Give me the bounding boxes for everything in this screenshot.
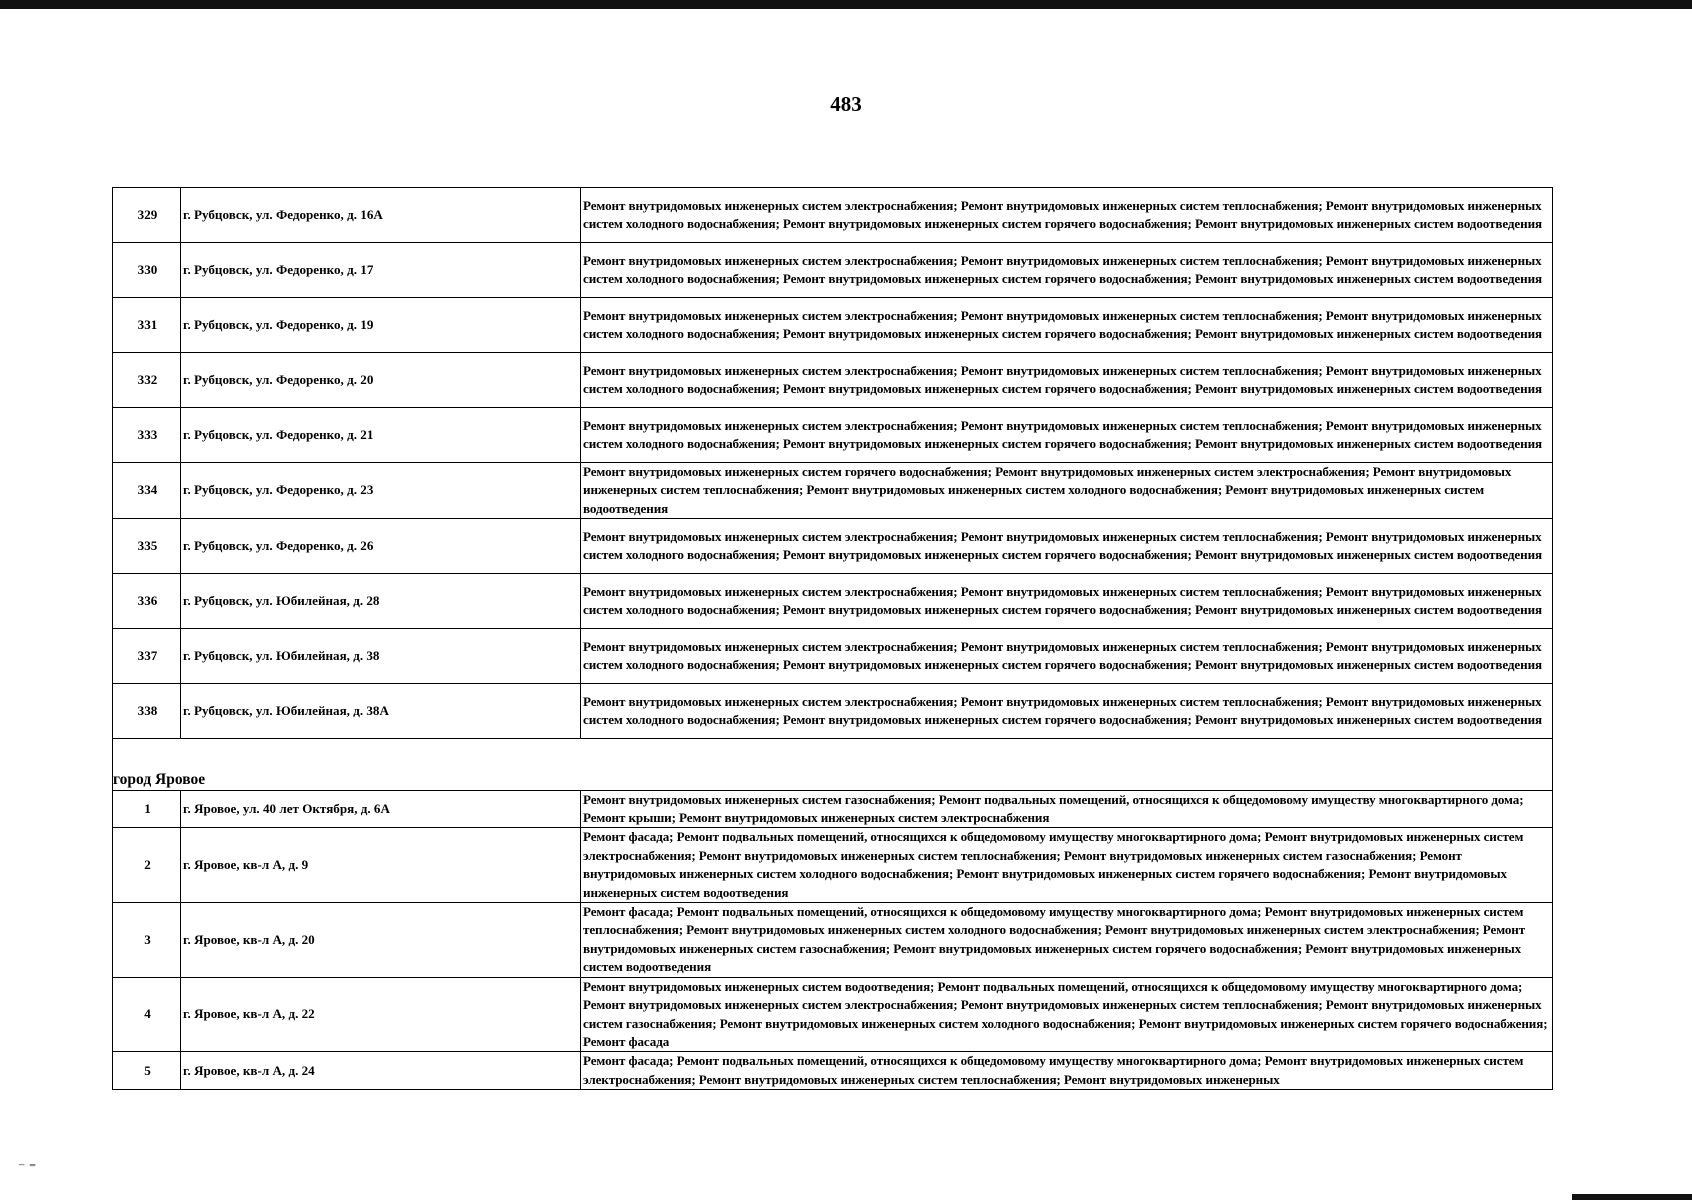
table-row xyxy=(113,574,1553,629)
table-row xyxy=(113,408,1553,463)
scan-top-border xyxy=(0,0,1692,9)
row-address: г. Яровое, кв-л А, д. 22 xyxy=(181,977,581,1052)
table-row xyxy=(113,519,1553,574)
row-work-list: Ремонт внутридомовых инженерных систем электроснабжения; Ремонт внутридомовых инженерных систем теплоснабжения; Ремонт внутридомовых инженерных систем холодного водоснабжения; Ремонт внутридомовых инженерных систем горячего водоснабжения; Ремонт внутридомовых инженерных систем водоотведения xyxy=(581,574,1553,629)
row-number: 4 xyxy=(113,977,181,1052)
scan-artifact-marks: ⁻ ⁼ xyxy=(18,1161,37,1176)
table-row xyxy=(113,1052,1553,1090)
table-row xyxy=(113,790,1553,828)
row-number: 337 xyxy=(113,629,181,684)
row-address: г. Рубцовск, ул. Федоренко, д. 19 xyxy=(181,298,581,353)
section-spacer xyxy=(113,739,1553,772)
row-number: 331 xyxy=(113,298,181,353)
row-work-list: Ремонт внутридомовых инженерных систем электроснабжения; Ремонт внутридомовых инженерных систем теплоснабжения; Ремонт внутридомовых инженерных систем холодного водоснабжения; Ремонт внутридомовых инженерных систем горячего водоснабжения; Ремонт внутридомовых инженерных систем водоотведения xyxy=(581,188,1553,243)
table-row xyxy=(113,629,1553,684)
scan-bottom-border xyxy=(1572,1194,1692,1200)
row-work-list: Ремонт внутридомовых инженерных систем электроснабжения; Ремонт внутридомовых инженерных систем теплоснабжения; Ремонт внутридомовых инженерных систем холодного водоснабжения; Ремонт внутридомовых инженерных систем горячего водоснабжения; Ремонт внутридомовых инженерных систем водоотведения xyxy=(581,629,1553,684)
row-address: г. Яровое, кв-л А, д. 20 xyxy=(181,903,581,978)
table-row xyxy=(113,298,1553,353)
row-work-list: Ремонт внутридомовых инженерных систем электроснабжения; Ремонт внутридомовых инженерных систем теплоснабжения; Ремонт внутридомовых инженерных систем холодного водоснабжения; Ремонт внутридомовых инженерных систем горячего водоснабжения; Ремонт внутридомовых инженерных систем водоотведения xyxy=(581,353,1553,408)
row-number: 1 xyxy=(113,790,181,828)
row-number: 335 xyxy=(113,519,181,574)
row-number: 332 xyxy=(113,353,181,408)
row-work-list: Ремонт фасада; Ремонт подвальных помещений, относящихся к общедомовому имуществу многоквартирного дома; Ремонт внутридомовых инженерных систем теплоснабжения; Ремонт внутридомовых инженерных систем холодного водоснабжения; Ремонт внутридомовых инженерных систем электроснабжения; Ремонт внутридомовых инженерных систем газоснабжения; Ремонт внутридомовых инженерных систем горячего водоснабжения; Ремонт внутридомовых инженерных систем водоотведения xyxy=(581,903,1553,978)
row-work-list: Ремонт внутридомовых инженерных систем электроснабжения; Ремонт внутридомовых инженерных систем теплоснабжения; Ремонт внутридомовых инженерных систем холодного водоснабжения; Ремонт внутридомовых инженерных систем горячего водоснабжения; Ремонт внутридомовых инженерных систем водоотведения xyxy=(581,684,1553,739)
table-row xyxy=(113,977,1553,1052)
table-row xyxy=(113,828,1553,903)
row-number: 333 xyxy=(113,408,181,463)
row-work-list: Ремонт внутридомовых инженерных систем электроснабжения; Ремонт внутридомовых инженерных систем теплоснабжения; Ремонт внутридомовых инженерных систем холодного водоснабжения; Ремонт внутридомовых инженерных систем горячего водоснабжения; Ремонт внутридомовых инженерных систем водоотведения xyxy=(581,298,1553,353)
row-number: 2 xyxy=(113,828,181,903)
row-work-list: Ремонт внутридомовых инженерных систем газоснабжения; Ремонт подвальных помещений, относящихся к общедомовому имуществу многоквартирного дома; Ремонт крыши; Ремонт внутридомовых инженерных систем электроснабжения xyxy=(581,790,1553,828)
table-row xyxy=(113,684,1553,739)
row-number: 5 xyxy=(113,1052,181,1090)
section-title: город Яровое xyxy=(113,771,1553,790)
page-number: 483 xyxy=(830,92,862,116)
row-number: 338 xyxy=(113,684,181,739)
row-address: г. Рубцовск, ул. Федоренко, д. 21 xyxy=(181,408,581,463)
row-work-list: Ремонт внутридомовых инженерных систем горячего водоснабжения; Ремонт внутридомовых инженерных систем электроснабжения; Ремонт внутридомовых инженерных систем теплоснабжения; Ремонт внутридомовых инженерных систем холодного водоснабжения; Ремонт внутридомовых инженерных систем водоотведения xyxy=(581,463,1553,519)
row-address: г. Яровое, кв-л А, д. 9 xyxy=(181,828,581,903)
row-work-list: Ремонт внутридомовых инженерных систем электроснабжения; Ремонт внутридомовых инженерных систем теплоснабжения; Ремонт внутридомовых инженерных систем холодного водоснабжения; Ремонт внутридомовых инженерных систем горячего водоснабжения; Ремонт внутридомовых инженерных систем водоотведения xyxy=(581,519,1553,574)
table-row xyxy=(113,243,1553,298)
row-address: г. Рубцовск, ул. Федоренко, д. 16А xyxy=(181,188,581,243)
table-row xyxy=(113,353,1553,408)
row-work-list: Ремонт фасада; Ремонт подвальных помещений, относящихся к общедомовому имуществу многоквартирного дома; Ремонт внутридомовых инженерных систем электроснабжения; Ремонт внутридомовых инженерных систем теплоснабжения; Ремонт внутридомовых инженерных систем газоснабжения; Ремонт внутридомовых инженерных систем холодного водоснабжения; Ремонт внутридомовых инженерных систем горячего водоснабжения; Ремонт внутридомовых инженерных систем водоотведения xyxy=(581,828,1553,903)
table-row xyxy=(113,188,1553,243)
row-address: г. Рубцовск, ул. Федоренко, д. 26 xyxy=(181,519,581,574)
table-row xyxy=(113,903,1553,978)
row-address: г. Рубцовск, ул. Федоренко, д. 23 xyxy=(181,463,581,519)
row-address: г. Рубцовск, ул. Юбилейная, д. 38 xyxy=(181,629,581,684)
row-work-list: Ремонт внутридомовых инженерных систем водоотведения; Ремонт подвальных помещений, относящихся к общедомовому имуществу многоквартирного дома; Ремонт внутридомовых инженерных систем электроснабжения; Ремонт внутридомовых инженерных систем теплоснабжения; Ремонт внутридомовых инженерных систем газоснабжения; Ремонт внутридомовых инженерных систем холодного водоснабжения; Ремонт внутридомовых инженерных систем горячего водоснабжения; Ремонт фасада xyxy=(581,977,1553,1052)
row-number: 330 xyxy=(113,243,181,298)
row-address: г. Рубцовск, ул. Федоренко, д. 17 xyxy=(181,243,581,298)
row-number: 336 xyxy=(113,574,181,629)
row-number: 3 xyxy=(113,903,181,978)
row-address: г. Рубцовск, ул. Юбилейная, д. 38А xyxy=(181,684,581,739)
section-header-row xyxy=(113,771,1553,790)
row-address: г. Рубцовск, ул. Юбилейная, д. 28 xyxy=(181,574,581,629)
row-address: г. Яровое, ул. 40 лет Октября, д. 6А xyxy=(181,790,581,828)
table-row xyxy=(113,463,1553,519)
row-work-list: Ремонт внутридомовых инженерных систем электроснабжения; Ремонт внутридомовых инженерных систем теплоснабжения; Ремонт внутридомовых инженерных систем холодного водоснабжения; Ремонт внутридомовых инженерных систем горячего водоснабжения; Ремонт внутридомовых инженерных систем водоотведения xyxy=(581,408,1553,463)
row-address: г. Яровое, кв-л А, д. 24 xyxy=(181,1052,581,1090)
row-number: 334 xyxy=(113,463,181,519)
repair-register-table xyxy=(112,187,1553,1090)
row-address: г. Рубцовск, ул. Федоренко, д. 20 xyxy=(181,353,581,408)
row-work-list: Ремонт внутридомовых инженерных систем электроснабжения; Ремонт внутридомовых инженерных систем теплоснабжения; Ремонт внутридомовых инженерных систем холодного водоснабжения; Ремонт внутридомовых инженерных систем горячего водоснабжения; Ремонт внутридомовых инженерных систем водоотведения xyxy=(581,243,1553,298)
row-work-list: Ремонт фасада; Ремонт подвальных помещений, относящихся к общедомовому имуществу многоквартирного дома; Ремонт внутридомовых инженерных систем электроснабжения; Ремонт внутридомовых инженерных систем теплоснабжения; Ремонт внутридомовых инженерных xyxy=(581,1052,1553,1090)
row-number: 329 xyxy=(113,188,181,243)
